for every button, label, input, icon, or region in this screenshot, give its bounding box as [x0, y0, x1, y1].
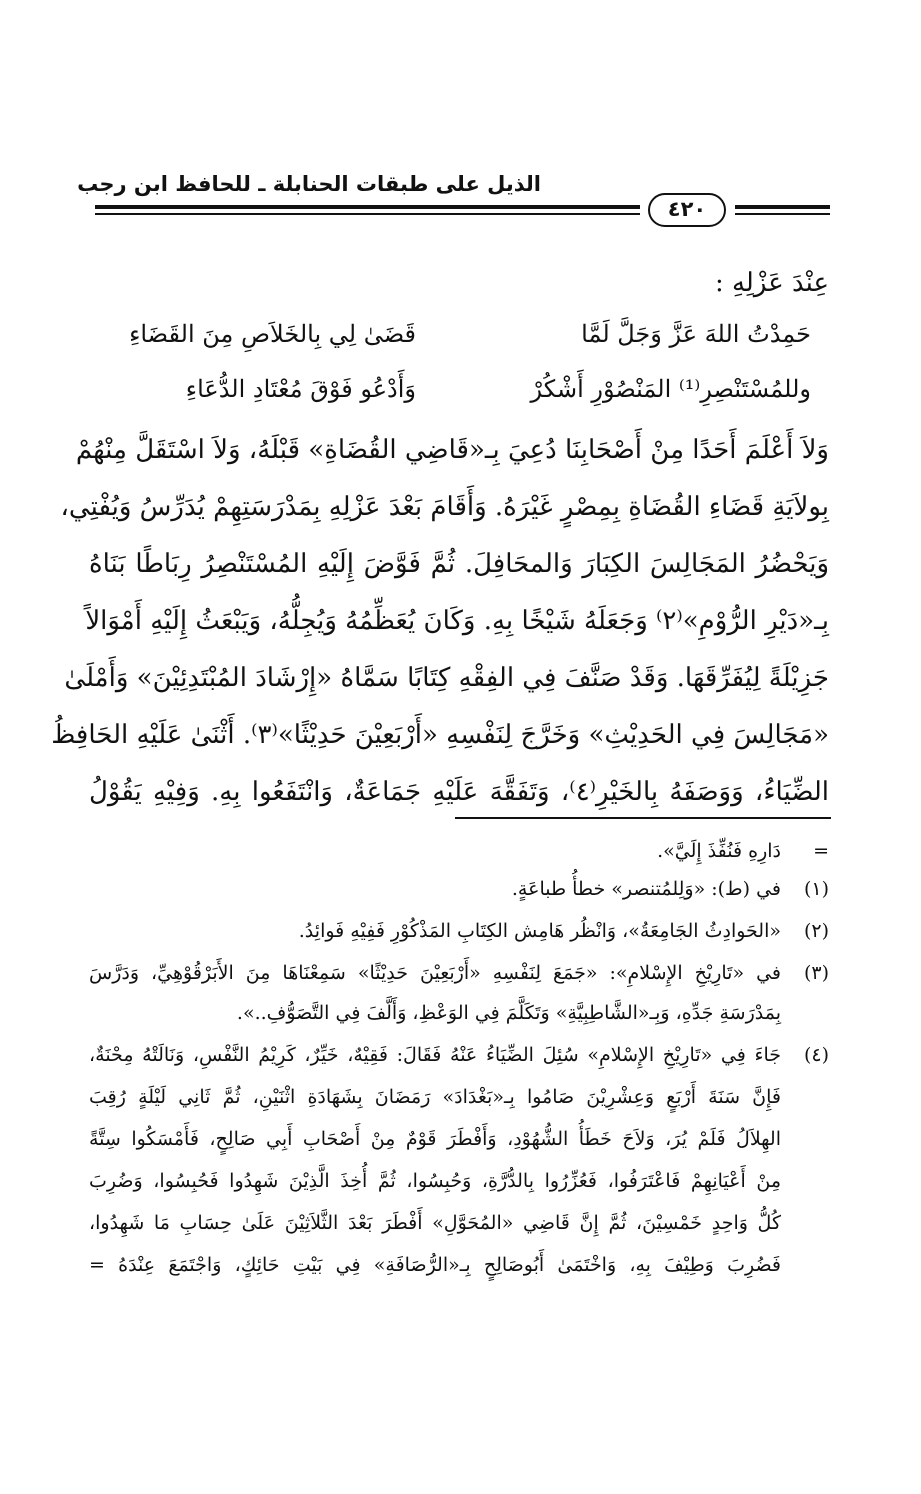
footnote-text: كُلُّ وَاحِدٍ خَمْسِيْنَ، ثُمَّ إِنَّ قَاضِي «المُحَوَّلِ» أَفْطَرَ بَعْدَ الثَّلاَثِيْنَ عَلَىٰ حِسَابِ مَا شَهِدُوا، [89, 1212, 781, 1234]
footnote-2 [89, 920, 829, 950]
footnote-4-cont-5 [89, 1254, 829, 1284]
continuation-marker: = [813, 840, 829, 862]
body-line-1: وَلاَ أَعْلَمَ أَحَدًا مِنْ أَصْحَابِنَا دُعِيَ بِـ«قَاضِي القُضَاةِ» قَبْلَهُ، وَلاَ اسْتَقَلَّ مِنْهُمْ [75, 435, 829, 465]
footnote-1 [89, 878, 829, 908]
page-number-badge: ٤٢٠ [648, 193, 726, 227]
footnote-text: في «تَارِيْخِ الإِسْلامِ»: «جَمَعَ لِنَفْسِهِ «أَرْبَعِيْنَ حَدِيْثًا» سَمِعْنَاهَا مِنَ الأَبَرْقُوْهِيِّ، وَدَرَّسَ [89, 962, 782, 984]
footnote-text: في (ط): «وَلِلمُتنصر» خطأُ طباعَةٍ. [511, 878, 781, 900]
footnote-text: مِنْ أَعْيَانِهِمْ فَاعْتَرَفُوا، فَعُزِّرُوا بِالدُّرَّةِ، وَحُبِسُوا، ثُمَّ أُخِذَ الَّذِيْنَ شَهِدُوا فَحُبِسُوا، وَضُرِبَ [89, 1170, 781, 1192]
verse1-second-hemistich: قَضَىٰ لِي بِالخَلاَصِ مِنَ القَضَاءِ [129, 320, 416, 348]
footnote-separator [455, 817, 831, 819]
footnote-4-cont-3 [89, 1170, 829, 1200]
footnote-3 [89, 962, 829, 992]
intro-line: عِنْدَ عَزْلِهِ : [714, 268, 829, 298]
verse2-first-hemistich: وللمُسْتَنْصِرِ⁽¹⁾ المَنْصُوْرِ أَشْكُرْ [530, 375, 811, 403]
footnote-text: جَاءَ فِي «تَارِيْخِ الإِسْلامِ» سُئِلَ الضِّيَاءُ عَنْهُ فَقَالَ: فَقِيْهٌ، خَيِّرٌ، كَرِيْمُ النَّفْسِ، وَنَالَتْهُ مِحْنَةٌ، [89, 1044, 781, 1066]
footnote-number: (١) [803, 878, 829, 900]
body-line-3: وَيَحْضُرُ المَجَالِسَ الكِبَارَ وَالمحَافِلَ. ثُمَّ فَوَّضَ إِلَيْهِ المُسْتَنْصِرُ رِبَاطًا بَنَاهُ [89, 549, 829, 579]
footnote-text: «الحَوادِثُ الجَامِعَةُ»، وَانْظُر هَامِش الكِتَابِ المَذْكُوْرِ فَفِيْهِ فَوائِدُ. [298, 920, 781, 942]
header-rule-right-thick [735, 205, 830, 209]
footnote-text: فَضُرِبَ وَطِيْفَ بِهِ، وَاخْتَمَىٰ أَبُوصَالِحٍ بِـ«الرُّصَافَةِ» فِي بَيْتِ حَائِكٍ، وَاجْتَمَعَ عِنْدَهُ = [89, 1254, 781, 1276]
footnote-text: بِمَدْرَسَةِ جَدِّهِ، وَبِـ«الشَّاطِبِيَّةِ» وَتَكَلَّمَ فِي الوَعْظِ، وَأَلَّفَ فِي التَّصَوُّفِ..». [236, 1002, 781, 1024]
body-line-7: الضِّيَاءُ، وَوَصَفَهُ بِالخَيْرِ⁽٤⁾، وَتَفَقَّهَ عَلَيْهِ جَمَاعَةٌ، وَانْتَفَعُوا بِهِ. وَفِيْهِ يَقُوْلُ [89, 777, 830, 807]
body-line-2: بِولاَيَةِ قَضَاءِ القُضَاةِ بِمِصْرٍ غَيْرَهُ. وَأَقَامَ بَعْدَ عَزْلِهِ بِمَدْرَسَتِهِمْ يُدَرِّسُ وَيُفْتِي، [60, 492, 829, 522]
body-line-6: «مَجَالِسَ فِي الحَدِيْثِ» وَخَرَّجَ لِنَفْسِهِ «أَرْبَعِيْنَ حَدِيْثًا»⁽٣⁾. أَثْنَىٰ عَلَيْهِ الحَافِظُ [51, 720, 829, 750]
header-rule-right-thin [735, 213, 830, 215]
footnote-4-cont-4 [89, 1212, 829, 1242]
footnote-text: فَإِنَّ سَنَةَ أَرْبَعٍ وَعِشْرِيْنَ صَامُوا بِـ«بَغْدَادَ» رَمَضَانَ بِشَهَادَةِ اثْنَيْنِ، ثُمَّ ثَانِي لَيْلَةٍ رُقِبَ [89, 1086, 781, 1108]
footnote-number: (٢) [803, 920, 829, 942]
footnote-4 [89, 1044, 829, 1074]
running-header-title: الذيل على طبقات الحنابلة ـ للحافظ ابن رجب [77, 172, 541, 196]
header-rule-thick [95, 205, 640, 209]
footnote-4-cont-2 [89, 1128, 829, 1158]
body-line-4: بِـ«دَيْرِ الرُّوْمِ»⁽٢⁾ وَجَعَلَهُ شَيْخًا بِهِ. وَكَانَ يُعَظِّمُهُ وَيُجِلُّهُ، وَيَبْعَثُ إِلَيْهِ أَمْوَالاً [85, 606, 829, 636]
verse2-second-hemistich: وَأَدْعُو فَوْقَ مُعْتَادِ الدُّعَاءِ [185, 375, 416, 403]
header-rule-thin [95, 213, 640, 215]
footnote-number: (٣) [803, 962, 829, 984]
footnote-4-cont-1 [89, 1086, 829, 1116]
body-line-5: جَزِيْلَةً لِيُفَرِّقَهَا. وَقَدْ صَنَّفَ فِي الفِقْهِ كِتَابًا سَمَّاهُ «إِرْشَادَ المُبْتَدِئِيْنَ» وَأَمْلَىٰ [64, 663, 829, 693]
footnote-number: (٤) [803, 1044, 829, 1066]
continuation-text: دَارِهِ فَنُفِّذَ إِلَيَّ». [657, 840, 781, 862]
verse1-first-hemistich: حَمِدْتُ اللهَ عَزَّ وَجَلَّ لَمَّا [581, 320, 811, 348]
footnote-3-cont [89, 1002, 829, 1032]
footnote-text: الهِلاَلُ فَلَمْ يُرَ، وَلاَحَ خَطَأُ الشُّهُوْدِ، وَأَفْطَرَ قَوْمٌ مِنْ أَصْحَابِ أَبِي صَالِحٍ، فَأَمْسَكُوا سِتَّةً [89, 1128, 781, 1150]
footnote-continuation [89, 840, 829, 870]
